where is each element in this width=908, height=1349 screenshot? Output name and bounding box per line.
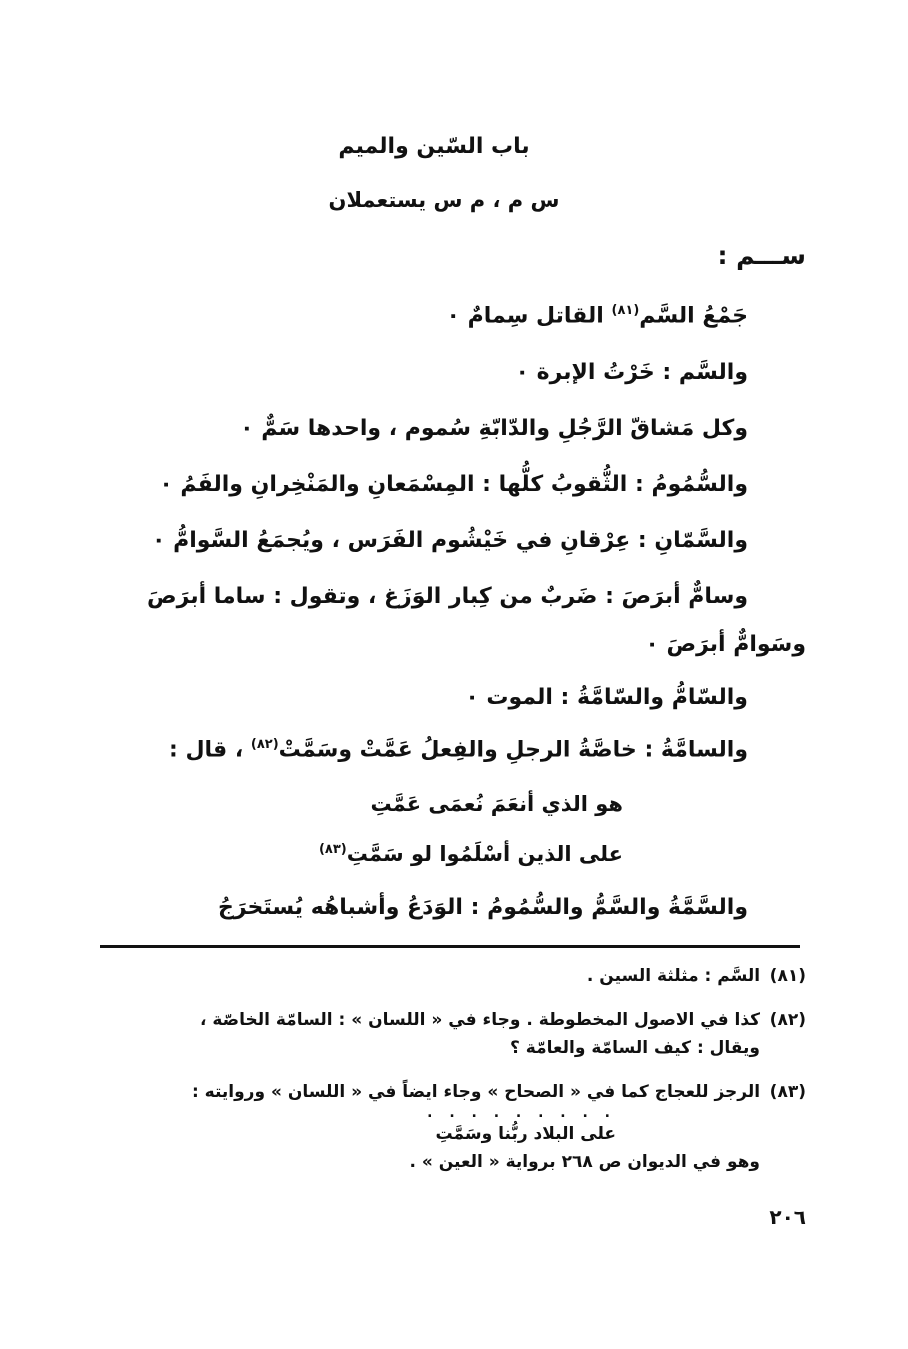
- text-line: [169, 737, 748, 762]
- page-number: ٢٠٦: [769, 1205, 806, 1229]
- text-line: وسامٌّ أبرَصَ : ضَربٌ من كِبار الوَزَغ ، وتقول : ساما أبرَصَ: [147, 584, 748, 609]
- footnote-text: الرجز للعجاج كما في « الصحاح » وجاء ايضاً في « اللسان » وروايته :: [191, 1082, 761, 1102]
- text-line: وسَوامٌّ أبرَصَ ٠: [645, 632, 806, 657]
- footnote-divider: [100, 945, 800, 948]
- footnote-number: (٨٣): [769, 1082, 806, 1102]
- text-line: والسُّمُومُ : الثُّقوبُ كلُّها : المِسْمَعانِ والمَنْخِرانِ والفَمُ ٠: [159, 472, 748, 497]
- footnote-ref: (٨١): [611, 303, 640, 318]
- verse-line: [319, 842, 623, 866]
- entry-heading: ســـم :: [717, 241, 806, 270]
- footnote-text: ويقال : كيف السامّة والعامّة ؟: [510, 1038, 760, 1058]
- chapter-title: باب السّين والميم: [338, 134, 530, 159]
- footnote: [587, 962, 806, 990]
- footnote: [192, 1078, 806, 1176]
- verse-text: على الذين أسْلَمُوا لو سَمَّتِ: [346, 842, 623, 866]
- footnote-ref: (٨٣): [318, 842, 347, 857]
- chapter-subtitle: س م ، م س يستعملان: [328, 188, 560, 212]
- footnote-ref: (٨٢): [250, 737, 279, 752]
- footnote-number: (٨١): [769, 966, 806, 986]
- line-text: ، قال :: [169, 737, 251, 763]
- footnote-verse: على البلاد ربُّنا وسَمَّتِ: [435, 1124, 616, 1144]
- line-text: والسامَّةُ : خاصَّةُ الرجلِ والفِعلُ عَمَّتْ وسَمَّتْ: [278, 737, 748, 763]
- text-line: وكل مَشاقّ الرَّجُلِ والدّابّةِ سُموم ، واحدها سَمٌّ ٠: [240, 416, 748, 441]
- text-line: والسَّمَّةُ والسَّمُّ والسُّمُومُ : الوَدَعُ وأشباهُه يُستَخرَجُ: [218, 895, 748, 920]
- text-line: [447, 303, 749, 328]
- verse-line: هو الذي أنعَمَ نُعمَى عَمَّتِ: [370, 792, 623, 816]
- footnote-text: كذا في الاصول المخطوطة . وجاء في « اللسان » : السامّة الخاصّة ،: [199, 1010, 761, 1030]
- text-line: والسَّم : خَرْتُ الإبرة ٠: [515, 360, 748, 385]
- footnote-number: (٨٢): [769, 1010, 806, 1030]
- footnote-text: وهو في الديوان ص ٢٦٨ برواية « العين » .: [409, 1152, 760, 1172]
- text-line: والسَّمّانِ : عِرْقانِ في خَيْشُوم الفَرَس ، ويُجمَعُ السَّوامُّ ٠: [151, 528, 748, 553]
- footnote: [200, 1006, 806, 1062]
- line-text: جَمْعُ السَّم: [639, 303, 748, 329]
- line-text: القاتل سِمامٌ ٠: [446, 303, 612, 329]
- text-line: والسّامُّ والسّامَّةُ : الموت ٠: [465, 685, 748, 710]
- footnote-text: السَّم : مثلثة السين .: [586, 966, 761, 986]
- footnote-ellipsis: . . . . . . . . .: [427, 1105, 616, 1121]
